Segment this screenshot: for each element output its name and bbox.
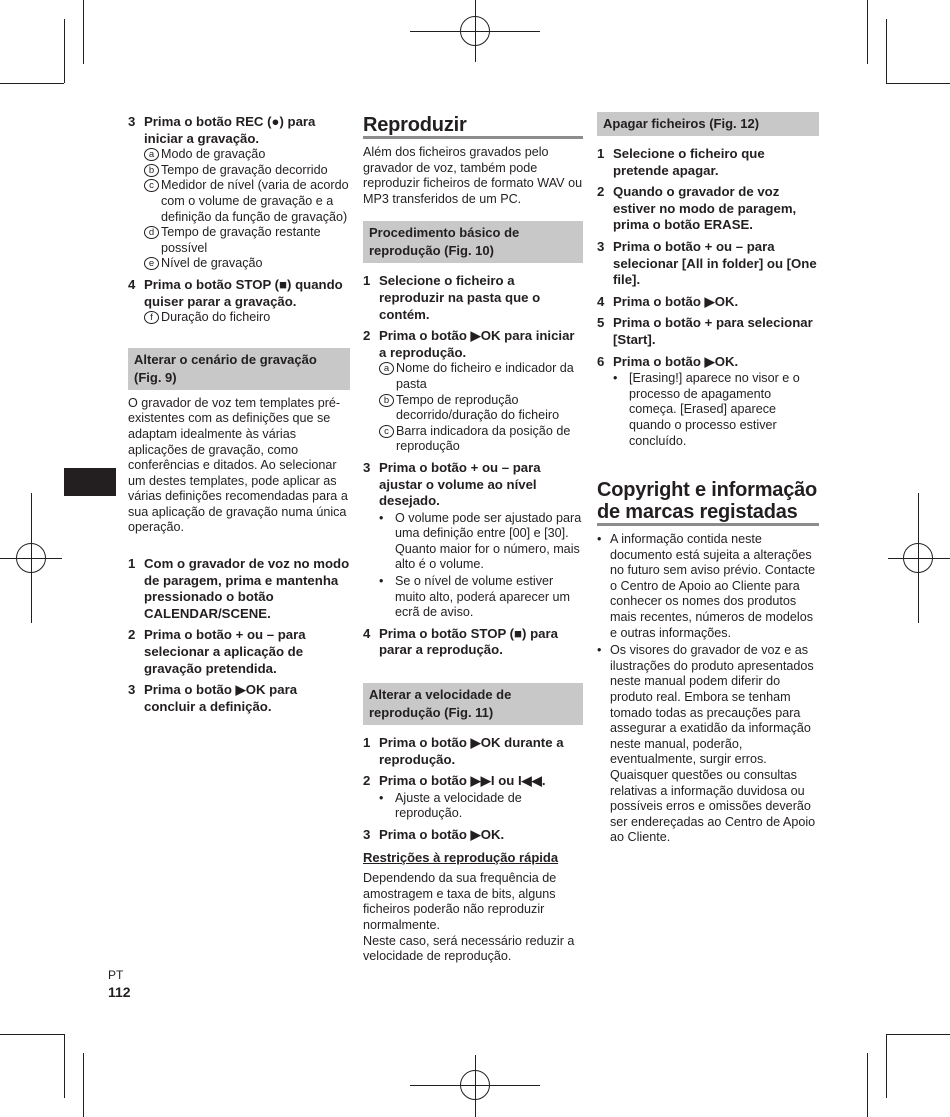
column-1 — [128, 114, 350, 715]
section-title: Reproduzir — [363, 114, 583, 139]
paragraph: Além dos ficheiros gravados pelo gravador de voz, também pode reproduzir ficheiros de formato WAV ou MP3 transferidos de um PC. — [363, 145, 583, 206]
sub-item: d Tempo de gravação restante possível — [144, 225, 350, 256]
crop-mark — [0, 1034, 64, 1035]
column-3 — [597, 112, 819, 846]
bullet-item: • [Erasing!] aparece no visor e o processo de apagamento começa. [Erased] aparece quando o processo estiver concluído. — [613, 371, 800, 448]
step: 3 Prima o botão ▶OK para concluir a definição. — [128, 682, 298, 714]
column-2 — [363, 114, 583, 965]
step: 3 Prima o botão REC (●) para iniciar a gravação. — [128, 114, 316, 146]
sub-item: a Nome do ficheiro e indicador da pasta — [379, 361, 583, 392]
sub-item: f Duração do ficheiro — [144, 310, 350, 326]
step: 3 Prima o botão + ou – para selecionar [All in folder] ou [One file]. — [597, 238, 817, 288]
step: 4 Prima o botão ▶OK. — [597, 293, 739, 309]
sub-item: e Nível de gravação — [144, 256, 350, 272]
page-number — [108, 967, 131, 1001]
bullet-item: • Ajuste a velocidade de reprodução. — [379, 790, 522, 821]
page-number-value: 112 — [108, 984, 131, 1000]
bullet-item: • Os visores do gravador de voz e as ilustrações do produto apresentados neste manual podem diferir do produto real. Embora se tenham tomado todas as precauções para assegurar a exatidão da informação neste manual, poderão, eventualmente, surgir erros. Quaisquer questões ou consultas relativas a informação duvidosa ou possíveis erros e omissões deverão ser endereçadas ao Centro de Apoio ao Cliente. — [597, 643, 816, 845]
registration-line — [475, 0, 476, 62]
crop-mark — [867, 1053, 868, 1117]
sub-item: b Tempo de reprodução decorrido/duração do ficheiro — [379, 393, 583, 424]
section-heading: Alterar o cenário de gravação (Fig. 9) — [128, 348, 350, 390]
step: 2 Prima o botão ▶▶I ou I◀◀. — [363, 773, 546, 789]
crop-mark — [64, 1034, 65, 1098]
crop-mark — [886, 1034, 950, 1035]
crop-mark — [867, 0, 868, 64]
bullet-item: • Se o nível de volume estiver muito alto, poderá aparecer um ecrã de aviso. — [379, 574, 571, 620]
registration-line — [475, 1055, 476, 1117]
sub-item: b Tempo de gravação decorrido — [144, 163, 350, 179]
section-heading: Alterar a velocidade de reprodução (Fig. 11) — [363, 683, 583, 725]
registration-line — [888, 558, 950, 559]
section-tab — [64, 468, 116, 496]
step: 4 Prima o botão STOP (■) para parar a reprodução. — [363, 625, 558, 658]
bullet-item: • A informação contida neste documento está sujeita a alterações no futuro sem aviso prévio. Contacte o Centro de Apoio ao Cliente para conhecer os nomes dos produtos mais recentes, números de modelos e outras informações. — [597, 532, 816, 640]
step: 4 Prima o botão STOP (■) quando quiser parar a gravação. — [128, 276, 343, 309]
step: 1 Selecione o ficheiro que pretende apagar. — [597, 146, 765, 178]
step: 1 Com o gravador de voz no modo de paragem, prima e mantenha pressionado o botão CALENDAR/SCENE. — [128, 556, 350, 621]
step: 1 Prima o botão ▶OK durante a reprodução. — [363, 735, 564, 767]
subsection-heading: Restrições à reprodução rápida — [363, 849, 559, 865]
step: 5 Prima o botão + para selecionar [Start]. — [597, 315, 813, 347]
step: 2 Quando o gravador de voz estiver no modo de paragem, prima o botão ERASE. — [597, 184, 797, 233]
crop-mark — [64, 19, 65, 83]
crop-mark — [886, 19, 887, 83]
step: 1 Selecione o ficheiro a reproduzir na pasta que o contém. — [363, 273, 541, 322]
crop-mark — [886, 1034, 887, 1098]
step: 2 Prima o botão + ou – para selecionar a aplicação de gravação pretendida. — [128, 627, 306, 676]
paragraph: Neste caso, será necessário reduzir a velocidade de reprodução. — [363, 933, 575, 964]
registration-line — [918, 493, 919, 623]
registration-line — [31, 493, 32, 623]
crop-mark — [83, 1053, 84, 1117]
step: 3 Prima o botão ▶OK. — [363, 827, 505, 842]
paragraph: Dependendo da sua frequência de amostragem e taxa de bits, alguns ficheiros poderão não reproduzir normalmente. — [363, 871, 557, 932]
sub-item: c Barra indicadora da posição de reprodução — [379, 424, 583, 455]
step: 3 Prima o botão + ou – para ajustar o volume ao nível desejado. — [363, 459, 541, 509]
section-heading: Procedimento básico de reprodução (Fig. 10) — [363, 221, 583, 263]
sub-item: c Medidor de nível (varia de acordo com o volume de gravação e a definição da função de gravação) — [144, 178, 350, 225]
crop-mark — [83, 0, 84, 64]
section-title: Copyright e informação de marcas registadas — [597, 479, 819, 526]
paragraph: O gravador de voz tem templates pré-existentes com as definições que se adaptam idealmente às várias aplicações de gravação, como conferências e ditados. Ao selecionar um destes templates, pode aplicar as várias definições recomendadas para a sua aplicação de gravação numa única operação. — [128, 395, 348, 535]
crop-mark — [886, 83, 950, 84]
step: 6 Prima o botão ▶OK. — [597, 353, 739, 369]
language-code: PT — [108, 968, 124, 982]
crop-mark — [0, 83, 64, 84]
section-heading: Apagar ficheiros (Fig. 12) — [597, 112, 819, 136]
step: 2 Prima o botão ▶OK para iniciar a reprodução. — [363, 328, 575, 360]
sub-item: a Modo de gravação — [144, 147, 350, 163]
bullet-item: • O volume pode ser ajustado para uma definição entre [00] e [30]. Quanto maior for o número, mais alto é o volume. — [379, 510, 582, 572]
